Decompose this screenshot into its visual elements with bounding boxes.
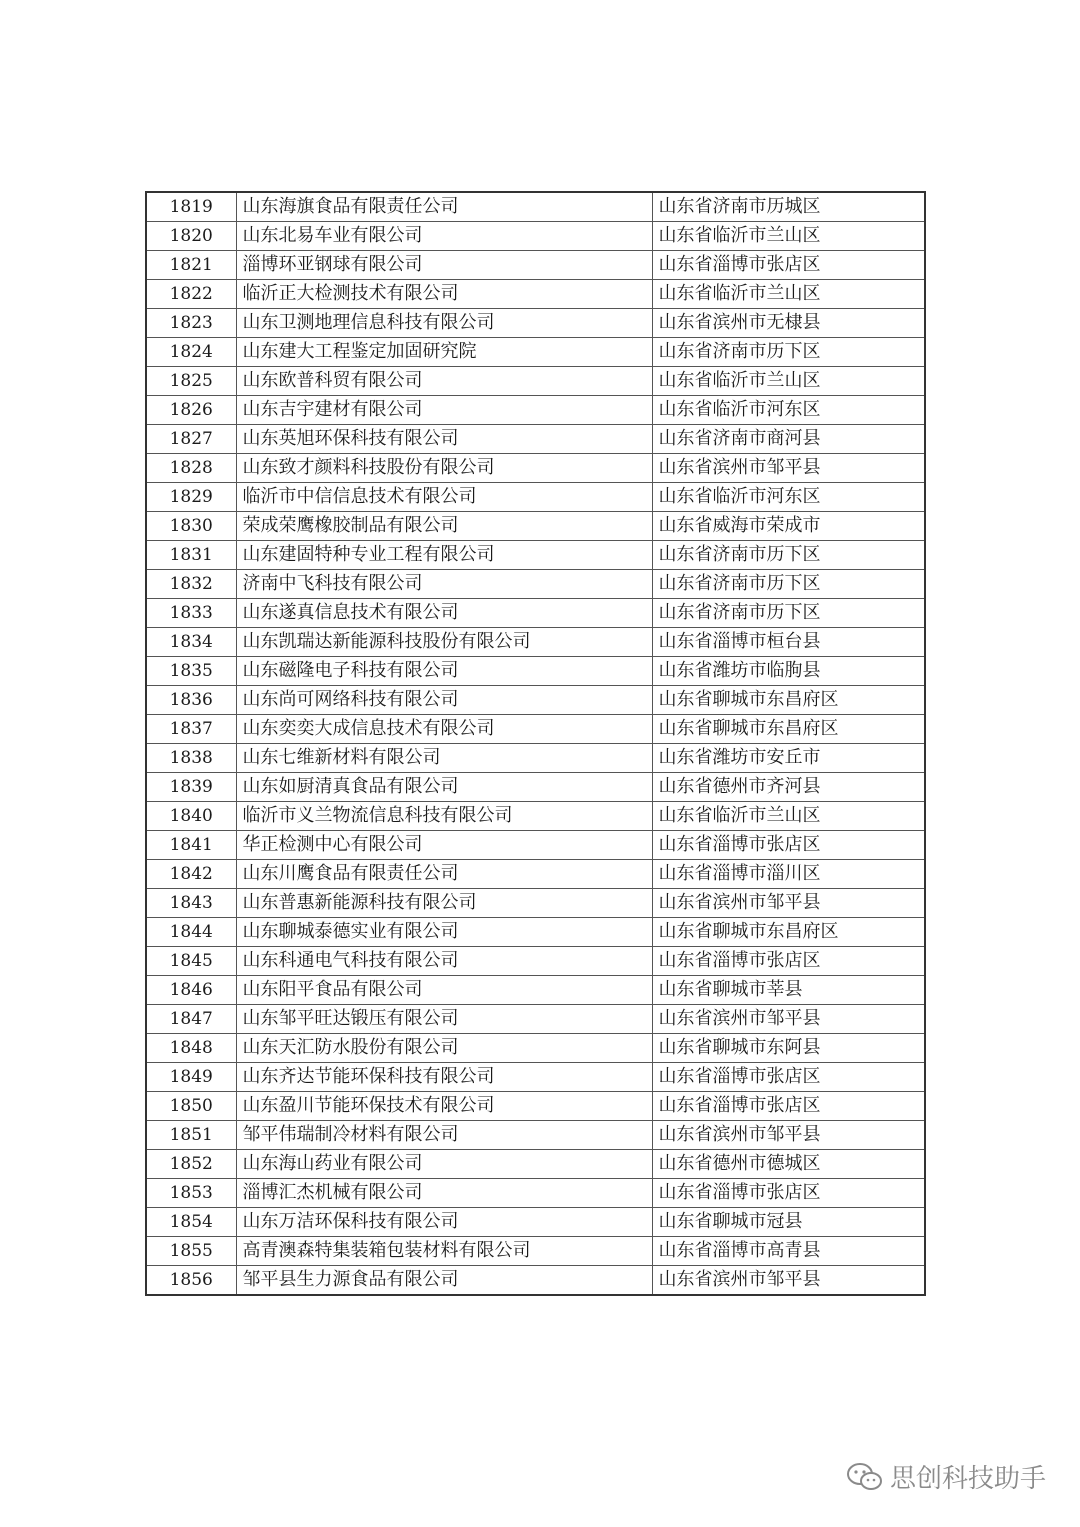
company-name-cell: 淄博汇杰机械有限公司 (236, 1179, 652, 1208)
watermark (846, 1458, 1046, 1495)
table-row (146, 831, 925, 860)
region-cell: 山东省济南市历下区 (652, 570, 925, 599)
row-number-cell: 1834 (146, 628, 236, 657)
region-cell: 山东省淄博市张店区 (652, 1092, 925, 1121)
company-name-cell: 山东海旗食品有限责任公司 (236, 192, 652, 222)
region-cell: 山东省淄博市桓台县 (652, 628, 925, 657)
row-number-cell: 1841 (146, 831, 236, 860)
table-row (146, 686, 925, 715)
company-name-cell: 山东万洁环保科技有限公司 (236, 1208, 652, 1237)
row-number-cell: 1820 (146, 222, 236, 251)
row-number-cell: 1856 (146, 1266, 236, 1296)
table-row (146, 715, 925, 744)
table-row (146, 483, 925, 512)
table-row (146, 1150, 925, 1179)
table-row (146, 1121, 925, 1150)
region-cell: 山东省滨州市无棣县 (652, 309, 925, 338)
region-cell: 山东省济南市历城区 (652, 192, 925, 222)
row-number-cell: 1842 (146, 860, 236, 889)
row-number-cell: 1833 (146, 599, 236, 628)
table-row (146, 802, 925, 831)
row-number-cell: 1829 (146, 483, 236, 512)
wechat-icon (846, 1461, 884, 1493)
region-cell: 山东省聊城市东昌府区 (652, 686, 925, 715)
company-list-table (145, 191, 926, 1296)
company-name-cell: 山东磁隆电子科技有限公司 (236, 657, 652, 686)
table-row (146, 1034, 925, 1063)
company-name-cell: 临沂市中信信息技术有限公司 (236, 483, 652, 512)
table-row (146, 570, 925, 599)
region-cell: 山东省济南市历下区 (652, 541, 925, 570)
region-cell: 山东省德州市齐河县 (652, 773, 925, 802)
table-row (146, 1005, 925, 1034)
company-name-cell: 济南中飞科技有限公司 (236, 570, 652, 599)
table-row (146, 1092, 925, 1121)
region-cell: 山东省聊城市冠县 (652, 1208, 925, 1237)
region-cell: 山东省淄博市张店区 (652, 251, 925, 280)
row-number-cell: 1828 (146, 454, 236, 483)
company-name-cell: 山东阳平食品有限公司 (236, 976, 652, 1005)
table-row (146, 1208, 925, 1237)
company-name-cell: 高青澳森特集装箱包装材料有限公司 (236, 1237, 652, 1266)
company-name-cell: 山东如厨清真食品有限公司 (236, 773, 652, 802)
region-cell: 山东省潍坊市临朐县 (652, 657, 925, 686)
row-number-cell: 1849 (146, 1063, 236, 1092)
region-cell: 山东省淄博市张店区 (652, 1063, 925, 1092)
company-name-cell: 山东齐达节能环保科技有限公司 (236, 1063, 652, 1092)
table-row (146, 512, 925, 541)
row-number-cell: 1848 (146, 1034, 236, 1063)
company-name-cell: 山东欧普科贸有限公司 (236, 367, 652, 396)
table-row (146, 889, 925, 918)
region-cell: 山东省临沂市河东区 (652, 483, 925, 512)
row-number-cell: 1846 (146, 976, 236, 1005)
region-cell: 山东省德州市德城区 (652, 1150, 925, 1179)
region-cell: 山东省临沂市兰山区 (652, 802, 925, 831)
row-number-cell: 1821 (146, 251, 236, 280)
table-row (146, 628, 925, 657)
row-number-cell: 1822 (146, 280, 236, 309)
row-number-cell: 1825 (146, 367, 236, 396)
table-row (146, 251, 925, 280)
table-row (146, 222, 925, 251)
company-name-cell: 山东海山药业有限公司 (236, 1150, 652, 1179)
region-cell: 山东省淄博市张店区 (652, 1179, 925, 1208)
region-cell: 山东省聊城市东阿县 (652, 1034, 925, 1063)
table-row (146, 1237, 925, 1266)
company-name-cell: 山东卫测地理信息科技有限公司 (236, 309, 652, 338)
table-row (146, 192, 925, 222)
region-cell: 山东省临沂市兰山区 (652, 222, 925, 251)
company-name-cell: 山东科通电气科技有限公司 (236, 947, 652, 976)
row-number-cell: 1850 (146, 1092, 236, 1121)
company-name-cell: 山东川鹰食品有限责任公司 (236, 860, 652, 889)
region-cell: 山东省临沂市兰山区 (652, 280, 925, 309)
row-number-cell: 1847 (146, 1005, 236, 1034)
table-row (146, 367, 925, 396)
table-row (146, 1063, 925, 1092)
region-cell: 山东省聊城市东昌府区 (652, 715, 925, 744)
company-name-cell: 山东凯瑞达新能源科技股份有限公司 (236, 628, 652, 657)
region-cell: 山东省淄博市淄川区 (652, 860, 925, 889)
region-cell: 山东省淄博市张店区 (652, 947, 925, 976)
table-row (146, 1179, 925, 1208)
row-number-cell: 1851 (146, 1121, 236, 1150)
row-number-cell: 1854 (146, 1208, 236, 1237)
table-row (146, 744, 925, 773)
row-number-cell: 1839 (146, 773, 236, 802)
row-number-cell: 1819 (146, 192, 236, 222)
row-number-cell: 1826 (146, 396, 236, 425)
table-row (146, 976, 925, 1005)
company-name-cell: 华正检测中心有限公司 (236, 831, 652, 860)
row-number-cell: 1838 (146, 744, 236, 773)
company-name-cell: 邹平伟瑞制冷材料有限公司 (236, 1121, 652, 1150)
company-name-cell: 山东七维新材料有限公司 (236, 744, 652, 773)
region-cell: 山东省临沂市河东区 (652, 396, 925, 425)
region-cell: 山东省临沂市兰山区 (652, 367, 925, 396)
company-name-cell: 山东英旭环保科技有限公司 (236, 425, 652, 454)
company-name-cell: 山东奕奕大成信息技术有限公司 (236, 715, 652, 744)
region-cell: 山东省滨州市邹平县 (652, 454, 925, 483)
table-body (146, 192, 925, 1295)
row-number-cell: 1836 (146, 686, 236, 715)
row-number-cell: 1835 (146, 657, 236, 686)
row-number-cell: 1824 (146, 338, 236, 367)
row-number-cell: 1831 (146, 541, 236, 570)
company-name-cell: 山东遂真信息技术有限公司 (236, 599, 652, 628)
row-number-cell: 1852 (146, 1150, 236, 1179)
row-number-cell: 1843 (146, 889, 236, 918)
company-name-cell: 山东普惠新能源科技有限公司 (236, 889, 652, 918)
company-name-cell: 邹平县生力源食品有限公司 (236, 1266, 652, 1296)
company-name-cell: 山东建固特种专业工程有限公司 (236, 541, 652, 570)
region-cell: 山东省淄博市高青县 (652, 1237, 925, 1266)
region-cell: 山东省淄博市张店区 (652, 831, 925, 860)
table-row (146, 947, 925, 976)
row-number-cell: 1823 (146, 309, 236, 338)
row-number-cell: 1830 (146, 512, 236, 541)
company-name-cell: 荣成荣鹰橡胶制品有限公司 (236, 512, 652, 541)
company-name-cell: 临沂正大检测技术有限公司 (236, 280, 652, 309)
region-cell: 山东省济南市历下区 (652, 338, 925, 367)
table-row (146, 860, 925, 889)
table-row (146, 280, 925, 309)
region-cell: 山东省济南市历下区 (652, 599, 925, 628)
region-cell: 山东省潍坊市安丘市 (652, 744, 925, 773)
row-number-cell: 1827 (146, 425, 236, 454)
row-number-cell: 1844 (146, 918, 236, 947)
row-number-cell: 1837 (146, 715, 236, 744)
table-row (146, 541, 925, 570)
row-number-cell: 1855 (146, 1237, 236, 1266)
company-name-cell: 山东邹平旺达锻压有限公司 (236, 1005, 652, 1034)
table-row (146, 599, 925, 628)
company-name-cell: 山东北易车业有限公司 (236, 222, 652, 251)
company-name-cell: 山东吉宇建材有限公司 (236, 396, 652, 425)
region-cell: 山东省聊城市东昌府区 (652, 918, 925, 947)
region-cell: 山东省威海市荣成市 (652, 512, 925, 541)
row-number-cell: 1853 (146, 1179, 236, 1208)
company-name-cell: 山东聊城泰德实业有限公司 (236, 918, 652, 947)
table-row (146, 425, 925, 454)
watermark-text: 思创科技助手 (889, 1464, 1046, 1494)
row-number-cell: 1832 (146, 570, 236, 599)
company-name-cell: 山东尚可网络科技有限公司 (236, 686, 652, 715)
table-row (146, 396, 925, 425)
table-row (146, 338, 925, 367)
region-cell: 山东省滨州市邹平县 (652, 1005, 925, 1034)
company-name-cell: 临沂市义兰物流信息科技有限公司 (236, 802, 652, 831)
table-row (146, 309, 925, 338)
company-name-cell: 山东盈川节能环保技术有限公司 (236, 1092, 652, 1121)
row-number-cell: 1840 (146, 802, 236, 831)
table-row (146, 454, 925, 483)
company-name-cell: 山东天汇防水股份有限公司 (236, 1034, 652, 1063)
table-row (146, 773, 925, 802)
region-cell: 山东省济南市商河县 (652, 425, 925, 454)
table-row (146, 1266, 925, 1296)
region-cell: 山东省滨州市邹平县 (652, 1121, 925, 1150)
row-number-cell: 1845 (146, 947, 236, 976)
region-cell: 山东省滨州市邹平县 (652, 889, 925, 918)
region-cell: 山东省滨州市邹平县 (652, 1266, 925, 1296)
company-name-cell: 淄博环亚钢球有限公司 (236, 251, 652, 280)
region-cell: 山东省聊城市莘县 (652, 976, 925, 1005)
company-name-cell: 山东致才颜料科技股份有限公司 (236, 454, 652, 483)
table-row (146, 657, 925, 686)
company-name-cell: 山东建大工程鉴定加固研究院 (236, 338, 652, 367)
table-row (146, 918, 925, 947)
